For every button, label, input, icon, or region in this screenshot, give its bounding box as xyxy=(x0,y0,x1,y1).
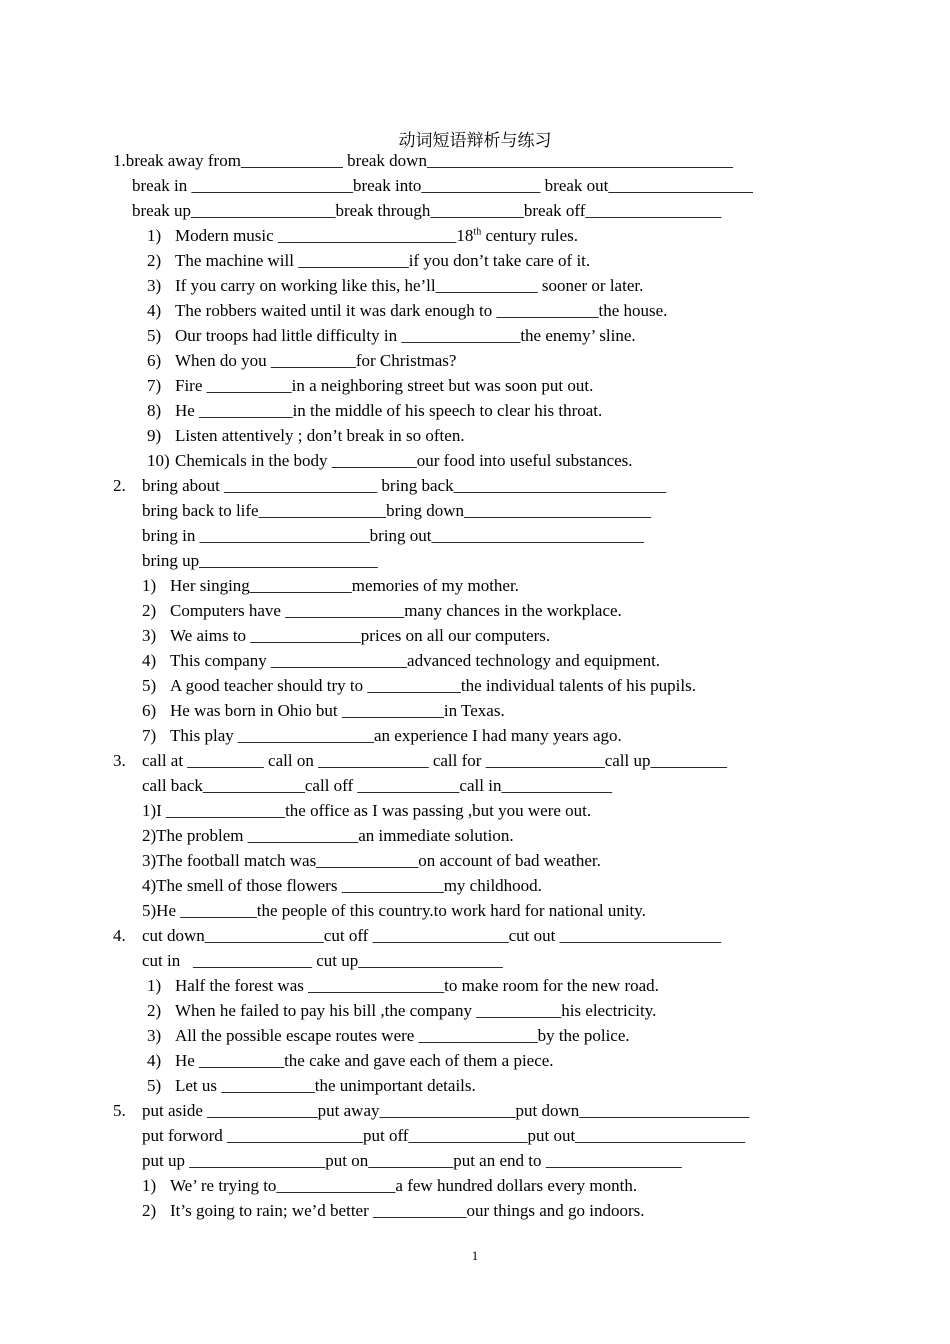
question-number: 6) xyxy=(142,701,157,720)
section-2-question-5 xyxy=(142,676,696,696)
section-2-question-4 xyxy=(142,651,660,671)
section-1-question-1 xyxy=(147,226,578,246)
question-number: 1) xyxy=(147,976,162,995)
question-number: 4) xyxy=(147,301,162,320)
section-3-question-3: 3)The football match was____________on account of bad weather. xyxy=(142,851,601,870)
section-1-heading: 1.break away from____________ break down____________________________________ xyxy=(113,151,733,170)
question-text: He __________the cake and gave each of them a piece. xyxy=(175,1051,554,1070)
question-number: 2) xyxy=(147,1001,162,1020)
question-text: We’ re trying to______________a few hundred dollars every month. xyxy=(170,1176,638,1195)
section-2-question-7 xyxy=(142,726,622,746)
section-4-number: 4. xyxy=(113,926,126,945)
ordinal-suffix: th xyxy=(473,226,482,238)
question-text: Chemicals in the body __________our food into useful substances. xyxy=(175,451,633,470)
section-5-phrases-line-2: put forword ________________put off______________put out____________________ xyxy=(142,1126,746,1145)
question-number: 1) xyxy=(142,576,157,595)
question-text: He ___________in the middle of his speech to clear his throat. xyxy=(175,401,603,420)
section-5-phrases-line-3: put up ________________put on__________put an end to ________________ xyxy=(142,1151,682,1170)
section-5-question-2 xyxy=(142,1201,645,1221)
section-2-phrases-line-3: bring in ____________________bring out_________________________ xyxy=(142,526,644,545)
question-number: 7) xyxy=(142,726,157,745)
question-text: Half the forest was ________________to make room for the new road. xyxy=(175,976,659,995)
section-3-question-2: 2)The problem _____________an immediate solution. xyxy=(142,826,514,845)
question-text: This company ________________advanced technology and equipment. xyxy=(170,651,661,670)
question-text: Listen attentively ; don’t break in so often. xyxy=(175,426,465,445)
question-number: 9) xyxy=(147,426,162,445)
question-text: This play ________________an experience I had many years ago. xyxy=(170,726,622,745)
section-5-heading: put aside _____________put away________________put down____________________ xyxy=(142,1101,750,1120)
section-1-question-4 xyxy=(147,301,667,321)
section-5-number: 5. xyxy=(113,1101,126,1120)
section-4-heading: cut down______________cut off ________________cut out ___________________ xyxy=(142,926,722,945)
question-number: 6) xyxy=(147,351,162,370)
question-number: 1) xyxy=(147,226,162,245)
question-number: 10) xyxy=(147,451,170,470)
section-5-question-1 xyxy=(142,1176,637,1196)
section-2-number: 2. xyxy=(113,476,126,495)
page-title: 动词短语辩析与练习 xyxy=(398,131,552,150)
question-number: 8) xyxy=(147,401,162,420)
question-number: 3) xyxy=(147,276,162,295)
section-2-phrases-line-4: bring up_____________________ xyxy=(142,551,378,570)
section-1-phrases-line-2: break in ___________________break into______________ break out_________________ xyxy=(132,176,753,195)
section-4-question-3 xyxy=(147,1026,630,1046)
section-1-question-2 xyxy=(147,251,590,271)
question-number: 2) xyxy=(147,251,162,270)
question-text: It’s going to rain; we’d better ___________our things and go indoors. xyxy=(170,1201,645,1220)
question-number: 3) xyxy=(142,626,157,645)
section-1-question-3 xyxy=(147,276,643,296)
section-2-question-1 xyxy=(142,576,519,596)
question-text: Let us ___________the unimportant details. xyxy=(175,1076,476,1095)
question-number: 5) xyxy=(147,1076,162,1095)
question-number: 7) xyxy=(147,376,162,395)
question-text-end: century rules. xyxy=(481,226,578,245)
question-text: When he failed to pay his bill ,the company __________his electricity. xyxy=(175,1001,657,1020)
section-4-question-2 xyxy=(147,1001,656,1021)
question-text: The machine will _____________if you don’t take care of it. xyxy=(175,251,591,270)
section-1-question-10 xyxy=(147,451,633,471)
section-3-question-1: 1)I ______________the office as I was passing ,but you were out. xyxy=(142,801,592,820)
question-text: When do you __________for Christmas? xyxy=(175,351,457,370)
section-4-phrases-line-2: cut in ______________ cut up_________________ xyxy=(142,951,503,970)
question-text: We aims to _____________prices on all our computers. xyxy=(170,626,551,645)
question-number: 4) xyxy=(147,1051,162,1070)
question-text: Our troops had little difficulty in ______________the enemy’ sline. xyxy=(175,326,636,345)
section-2-heading: bring about __________________ bring back_________________________ xyxy=(142,476,667,495)
section-1-question-5 xyxy=(147,326,636,346)
section-4-question-1 xyxy=(147,976,659,996)
question-text: He was born in Ohio but ____________in Texas. xyxy=(170,701,505,720)
question-text: All the possible escape routes were ______________by the police. xyxy=(175,1026,630,1045)
section-3-number: 3. xyxy=(113,751,126,770)
question-number: 2) xyxy=(142,601,157,620)
section-1-question-9 xyxy=(147,426,465,446)
section-2-question-2 xyxy=(142,601,622,621)
section-4-question-4 xyxy=(147,1051,554,1071)
question-text: Her singing____________memories of my mother. xyxy=(170,576,519,595)
section-4-question-5 xyxy=(147,1076,476,1096)
question-text: Computers have ______________many chances in the workplace. xyxy=(170,601,622,620)
question-text: Fire __________in a neighboring street but was soon put out. xyxy=(175,376,594,395)
section-3-phrases-line-2: call back____________call off ____________call in_____________ xyxy=(142,776,612,795)
question-text: Modern music _____________________18 xyxy=(175,226,474,245)
question-number: 2) xyxy=(142,1201,157,1220)
question-text: A good teacher should try to ___________the individual talents of his pupils. xyxy=(170,676,696,695)
section-3-question-5: 5)He _________the people of this country.to work hard for national unity. xyxy=(142,901,646,920)
question-number: 4) xyxy=(142,651,157,670)
section-2-question-3 xyxy=(142,626,550,646)
section-1-question-6 xyxy=(147,351,456,371)
page-number: 1 xyxy=(471,1248,479,1263)
section-2-question-6 xyxy=(142,701,505,721)
question-number: 5) xyxy=(147,326,162,345)
section-3-heading: call at _________ call on _____________ call for ______________call up_________ xyxy=(142,751,727,770)
section-1-question-8 xyxy=(147,401,602,421)
question-number: 1) xyxy=(142,1176,157,1195)
question-text: The robbers waited until it was dark enough to ____________the house. xyxy=(175,301,668,320)
section-3-question-4: 4)The smell of those flowers ____________my childhood. xyxy=(142,876,542,895)
section-2-phrases-line-2: bring back to life_______________bring down______________________ xyxy=(142,501,652,520)
question-number: 5) xyxy=(142,676,157,695)
section-1-phrases-line-3: break up_________________break through___________break off________________ xyxy=(132,201,722,220)
question-number: 3) xyxy=(147,1026,162,1045)
section-1-question-7 xyxy=(147,376,593,396)
question-text: If you carry on working like this, he’ll____________ sooner or later. xyxy=(175,276,644,295)
